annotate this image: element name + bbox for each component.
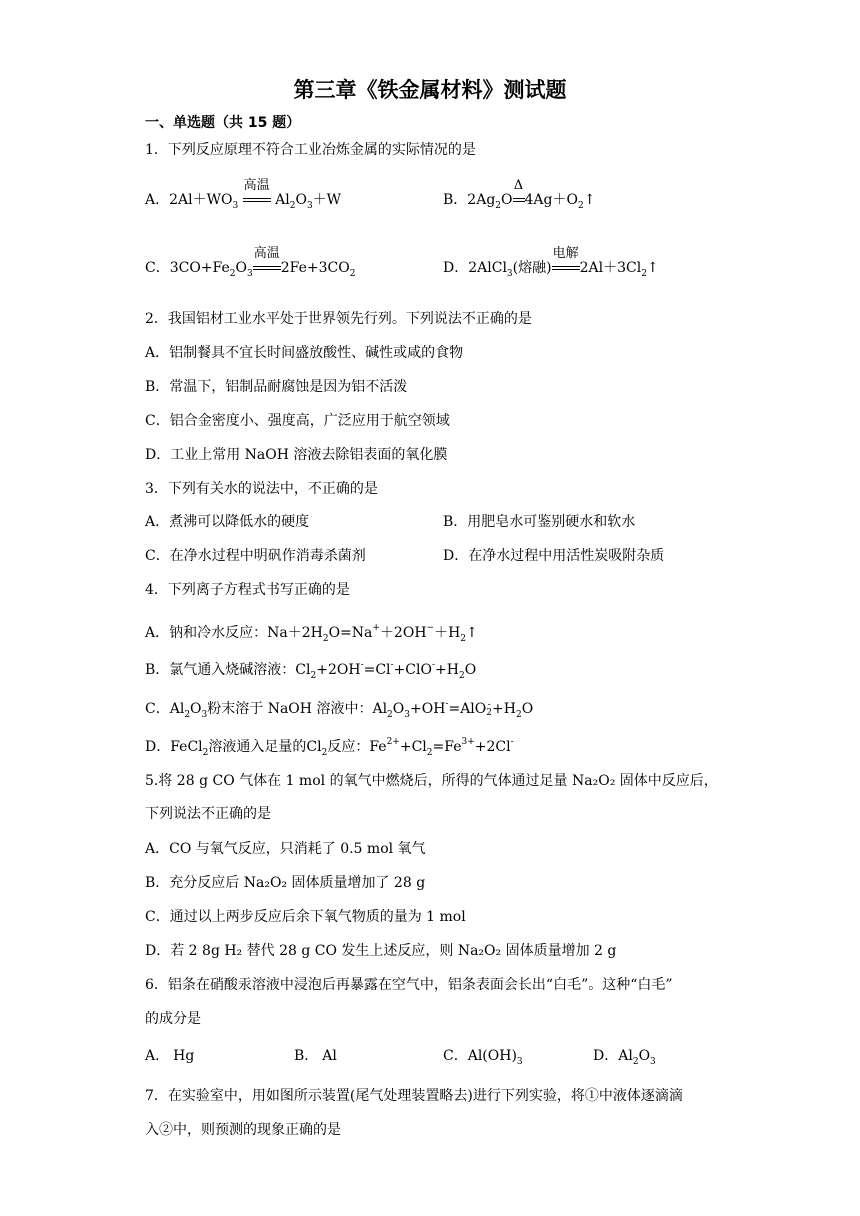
q1-option-d: D．2AlCl$_3$(熔融) 电解 $2Al+3Cl_2↑$ (443, 246, 659, 279)
q3-option-b: B．用肥皂水可鉴别硬水和软水 (443, 514, 636, 530)
page-title: 第三章《铁金属材料》测试题 (293, 78, 567, 102)
q5-option-b: B．充分反应后 Na₂O₂ 固体质量增加了 28 g (145, 875, 426, 891)
q1-option-c: C．$3CO+Fe_2O_3$ 高温 $2Fe+3CO_2$ (145, 246, 356, 279)
q3-option-a: A．煮沸可以降低水的硬度 (145, 514, 310, 530)
q5-stem-line2: 下列说法不正确的是 (145, 806, 271, 822)
q2-option-a: A．铝制餐具不宜长时间盛放酸性、碱性或咸的食物 (145, 345, 464, 361)
q1-option-a: A．$2Al+WO_3$ 高温 $Al_2O_3+W$ (145, 178, 342, 211)
q7-stem-line2: 入②中，则预测的现象正确的是 (145, 1122, 341, 1138)
q6-d-label: D． (593, 1048, 619, 1064)
q6-c-label: C． (443, 1048, 468, 1064)
section-heading: 一、单选题（共 15 题） (145, 115, 301, 131)
q2-option-b: B．常温下，铝制品耐腐蚀是因为铝不活泼 (145, 379, 408, 395)
q4-option-c: C．$Al_2O_3$粉末溶于 NaOH 溶液中：$Al_2O_3+OH^-=AlO$ - 2 $+H_2O$ (145, 699, 534, 720)
q1-option-b: B．$2Ag_2O$ Δ $4Ag+O_2↑$ (443, 178, 596, 211)
condition-electrolysis: 电解 (552, 258, 580, 278)
q1-a-label: A． (145, 192, 170, 208)
q1-stem: 1．下列反应原理不符合工业冶炼金属的实际情况的是 (145, 142, 476, 158)
q6-option-b (294, 1046, 337, 1066)
q4-c-mid: 粉末溶于 NaOH 溶液中： (207, 701, 373, 717)
q5-stem-line1: 5.将 28 g CO 气体在 1 mol 的氧气中燃烧后，所得的气体通过足量 Na₂O₂ 固体中反应后， (145, 773, 718, 789)
q4-d-mid2: 反应： (327, 739, 370, 755)
q1-b-label: B． (443, 192, 468, 208)
q6-stem-line1: 6．铝条在硝酸汞溶液中浸泡后再暴露在空气中，铝条表面会长出“白毛”。这种“白毛” (145, 977, 673, 993)
q6-a-value: Hg (173, 1048, 195, 1064)
q6-option-c: C．$Al(OH)_3$ (443, 1048, 523, 1067)
condition-high-temp: 高温 (243, 190, 271, 210)
q1-d-label: D． (443, 260, 469, 276)
q4-option-d: D．FeCl$_2$溶液通入足量的$Cl_2$反应：$Fe^{2+}+Cl_2=Fe^{3+}+2Cl^-$ (145, 737, 514, 758)
q5-option-a: A．CO 与氧气反应，只消耗了 0.5 mol 氧气 (145, 841, 426, 857)
q4-d-mid: 溶液通入足量的 (208, 739, 307, 755)
q2-stem: 2．我国铝材工业水平处于世界领先行列。下列说法不正确的是 (145, 311, 532, 327)
q6-b-value: Al (322, 1048, 337, 1064)
q6-option-d: D．$Al_2O_3$ (593, 1048, 656, 1067)
q6-stem-line2: 的成分是 (145, 1011, 201, 1027)
q7-stem-line1: 7．在实验室中，用如图所示装置(尾气处理装置略去)进行下列实验，将①中液体逐滴滴 (145, 1088, 683, 1104)
q4-stem: 4．下列离子方程式书写正确的是 (145, 582, 350, 598)
q1-c-label: C． (145, 260, 170, 276)
q5-option-c: C．通过以上两步反应后余下氧气物质的量为 1 mol (145, 909, 466, 925)
q6-b-label: B． (294, 1048, 319, 1064)
q2-option-d: D．工业上常用 NaOH 溶液去除铝表面的氧化膜 (145, 447, 448, 463)
q4-b-prefix: B．氯气通入烧碱溶液： (145, 662, 296, 678)
q3-option-c: C．在净水过程中明矾作消毒杀菌剂 (145, 548, 366, 564)
q4-d-prefix: D． (145, 739, 171, 755)
condition-high-temp: 高温 (253, 258, 281, 278)
q4-c-prefix: C． (145, 701, 170, 717)
condition-delta: Δ (513, 190, 525, 210)
q3-option-d: D．在净水过程中用活性炭吸附杂质 (443, 548, 665, 564)
q5-option-d: D．若 2 8g H₂ 替代 28 g CO 发生上述反应，则 Na₂O₂ 固体质量增加 2 g (145, 943, 617, 959)
q6-option-a (145, 1046, 194, 1066)
q4-a-prefix: A．钠和冷水反应： (145, 625, 268, 641)
q4-option-b: B．氯气通入烧碱溶液：$Cl_2+2OH^-=Cl^-+ClO^-+H_2O$ (145, 660, 477, 681)
q2-option-c: C．铝合金密度小、强度高，广泛应用于航空领域 (145, 413, 450, 429)
q3-stem: 3．下列有关水的说法中，不正确的是 (145, 481, 378, 497)
q4-option-a: A．钠和冷水反应：$Na+2H_2O=Na^++2OH^-+H_2↑$ (145, 623, 478, 644)
q6-a-label: A． (145, 1048, 170, 1064)
